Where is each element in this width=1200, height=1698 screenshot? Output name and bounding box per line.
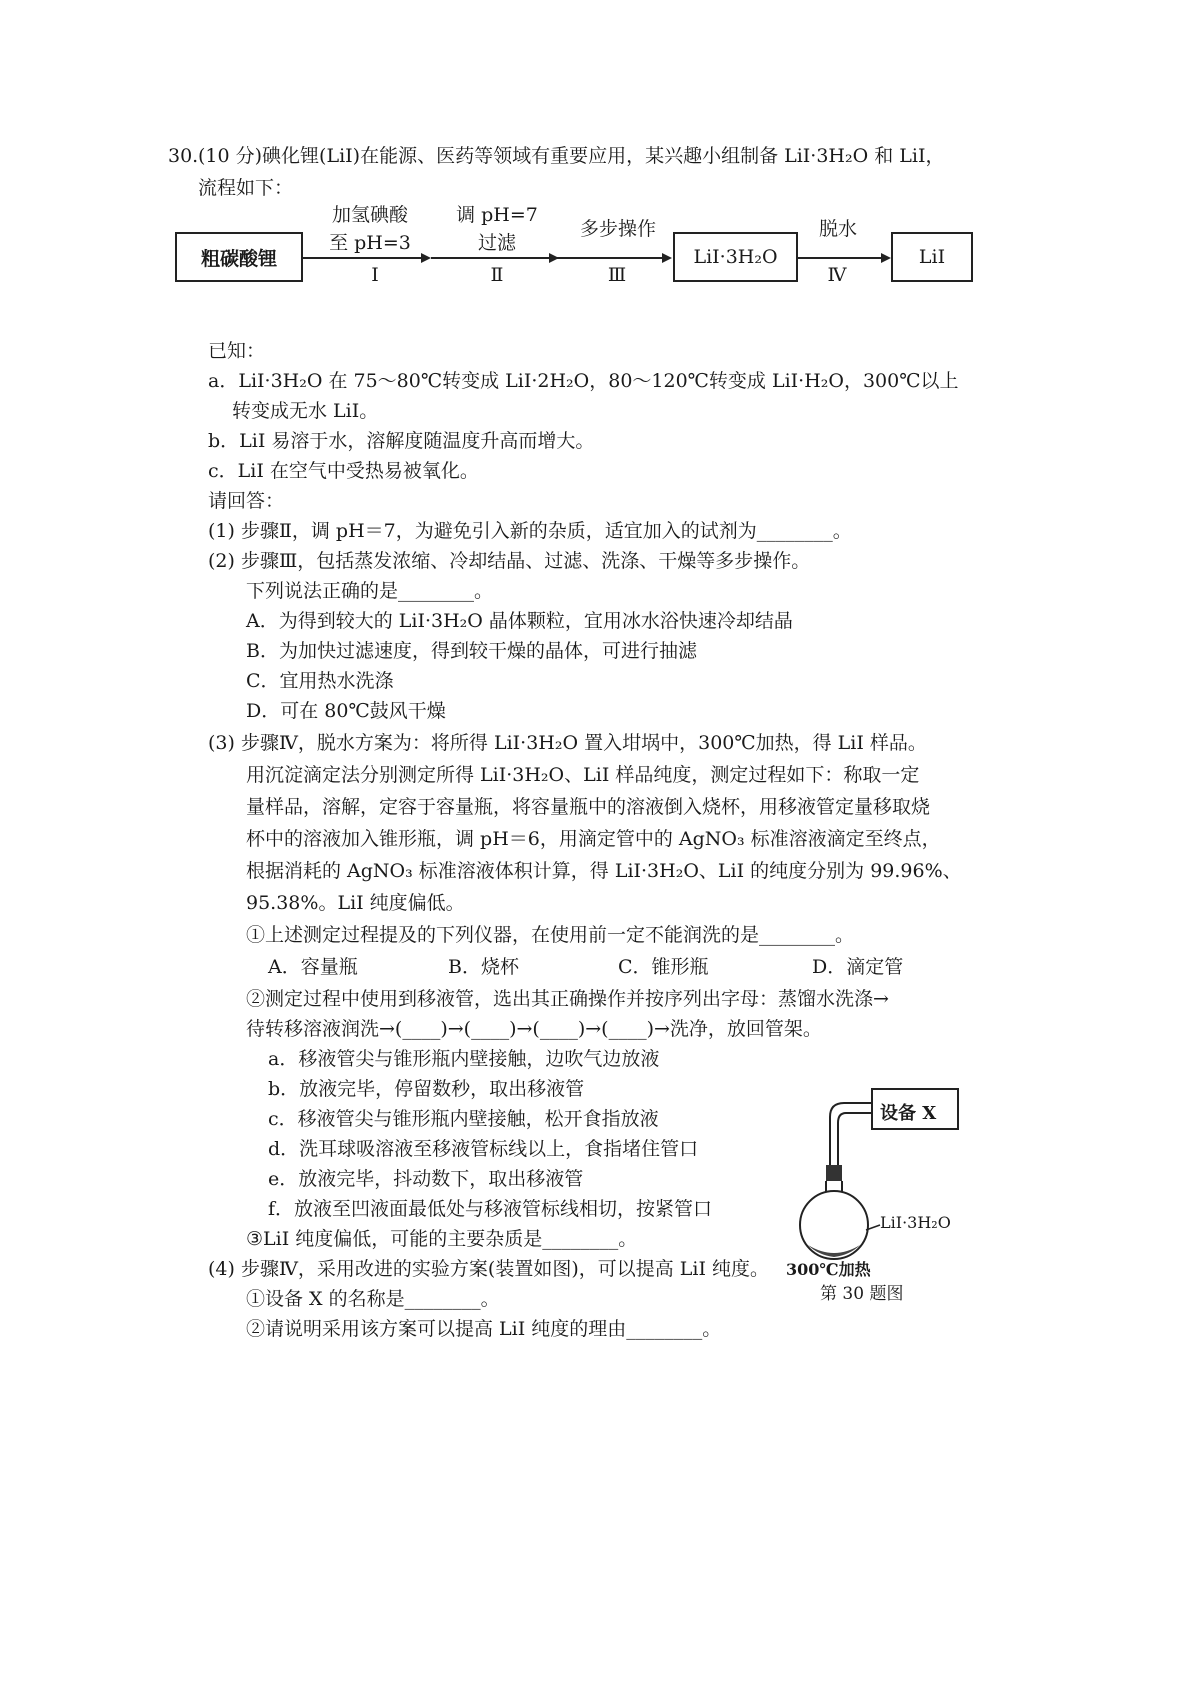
heat-label: 300℃加热: [786, 1260, 871, 1279]
q3-line6: 95.38%。LiI 纯度偏低。: [246, 892, 465, 914]
device-x-label: 设备 X: [880, 1103, 937, 1124]
arrow4-top-label: 脱水: [818, 218, 857, 240]
flow-box-mid: LiI·3H₂O: [673, 232, 798, 282]
arrow4-head-icon: [881, 253, 891, 263]
flow-box-end: LiI: [891, 232, 973, 282]
q3-sub1: ①上述测定过程提及的下列仪器，在使用前一定不能润洗的是________。: [246, 924, 855, 946]
tube-inner: [838, 1113, 872, 1165]
figure-caption: 第 30 题图: [820, 1284, 904, 1304]
q2-line1: (2) 步骤Ⅲ，包括蒸发浓缩、冷却结晶、过滤、洗涤、干燥等多步操作。: [208, 550, 811, 572]
prompt: 请回答：: [208, 490, 285, 512]
q2-option-c: C．宜用热水洗涤: [246, 670, 394, 692]
flow-box-start: 粗碳酸锂: [175, 232, 303, 282]
q3-sub2-line1: ②测定过程中使用到移液管，选出其正确操作并按序列出字母：蒸馏水洗涤→: [246, 988, 889, 1010]
q3-line5: 根据消耗的 AgNO₃ 标准溶液体积计算，得 LiI·3H₂O、LiI 的纯度分别为 99.96%、: [246, 860, 962, 882]
known-b: b．LiI 易溶于水，溶解度随温度升高而增大。: [208, 430, 595, 452]
known-a-line2: 转变成无水 LiI。: [232, 400, 379, 422]
q3-step-c: c．移液管尖与锥形瓶内壁接触，松开食指放液: [268, 1108, 659, 1130]
q2-option-d: D．可在 80℃鼓风干燥: [246, 700, 446, 722]
q3-step-e: e．放液完毕，抖动数下，取出移液管: [268, 1168, 584, 1190]
arrow4-step: Ⅳ: [827, 264, 847, 286]
arrow2-step: Ⅱ: [490, 264, 504, 286]
q3-sub2-line2: 待转移溶液润洗→(____)→(____)→(____)→(____)→洗净，放回管架。: [246, 1018, 822, 1040]
q3-line4: 杯中的溶液加入锥形瓶，调 pH＝6，用滴定管中的 AgNO₃ 标准溶液滴定至终点，: [246, 828, 941, 850]
process-flow-diagram: [175, 204, 1045, 310]
arrow3-head-icon: [662, 253, 672, 263]
q3-step-a: a．移液管尖与锥形瓶内壁接触，边吹气边放液: [268, 1048, 660, 1070]
q3-step-f: f．放液至凹液面最低处与移液管标线相切，按紧管口: [268, 1198, 713, 1220]
q3-sub3: ③LiI 纯度偏低，可能的主要杂质是________。: [246, 1228, 638, 1250]
q3-opt-a: A．容量瓶: [268, 956, 358, 978]
q3-line3: 量样品，溶解，定容于容量瓶，将容量瓶中的溶液倒入烧杯，用移液管定量移取烧: [246, 796, 931, 818]
question-number: 30.: [168, 145, 199, 167]
question-heading: [168, 140, 1048, 204]
question-intro-line2: 流程如下：: [198, 177, 294, 199]
q3-opt-c: C．锥形瓶: [618, 956, 709, 978]
arrow3-top-label: 多步操作: [579, 218, 656, 240]
arrow3-line: [553, 257, 663, 259]
known-heading: 已知：: [208, 340, 266, 362]
q3-opt-d: D．滴定管: [812, 956, 904, 978]
q3-opt-b: B．烧杯: [448, 956, 519, 978]
stopper: [826, 1165, 842, 1181]
q3-step-b: b．放液完毕，停留数秒，取出移液管: [268, 1078, 585, 1100]
arrow2-line: [431, 257, 549, 259]
arrow4-line: [798, 257, 881, 259]
q1: (1) 步骤Ⅱ，调 pH＝7，为避免引入新的杂质，适宜加入的试剂为________。: [208, 520, 852, 542]
arrow1-line: [303, 257, 421, 259]
q4-sub2: ②请说明采用该方案可以提高 LiI 纯度的理由________。: [246, 1318, 722, 1340]
apparatus-figure: [780, 1085, 960, 1304]
q2-option-b: B．为加快过滤速度，得到较干燥的晶体，可进行抽滤: [246, 640, 697, 662]
known-c: c．LiI 在空气中受热易被氧化。: [208, 460, 479, 482]
flask-bulb: [800, 1191, 868, 1259]
arrow2-top-label: 调 pH=7: [456, 204, 538, 226]
question-intro-line1: (10 分)碘化锂(LiI)在能源、医药等领域有重要应用，某兴趣小组制备 LiI·3H₂O 和 LiI，: [198, 145, 945, 167]
arrow1-head-icon: [421, 253, 431, 263]
q2-line2: 下列说法正确的是________。: [246, 580, 494, 602]
q3-line2: 用沉淀滴定法分别测定所得 LiI·3H₂O、LiI 样品纯度，测定过程如下：称取一定: [246, 764, 920, 786]
arrow1-step: Ⅰ: [371, 264, 379, 286]
known-a-line1: a．LiI·3H₂O 在 75～80℃转变成 LiI·2H₂O，80～120℃转变成 LiI·H₂O，300℃以上: [208, 370, 959, 392]
q3-step-d: d．洗耳球吸溶液至移液管标线以上，食指堵住管口: [268, 1138, 699, 1160]
arrow3-step: Ⅲ: [607, 264, 627, 286]
q3-line1: (3) 步骤Ⅳ，脱水方案为：将所得 LiI·3H₂O 置入坩埚中，300℃加热，得 LiI 样品。: [208, 732, 927, 754]
arrow1-top-label: 加氢碘酸: [331, 204, 408, 226]
q4-sub1: ①设备 X 的名称是________。: [246, 1288, 500, 1310]
q4-line1: (4) 步骤Ⅳ，采用改进的实验方案(装置如图)，可以提高 LiI 纯度。: [208, 1258, 770, 1280]
q2-option-a: A．为得到较大的 LiI·3H₂O 晶体颗粒，宜用冰水浴快速冷却结晶: [246, 610, 793, 632]
substance-label: LiI·3H₂O: [880, 1213, 951, 1232]
arrow2-bottom-label: 过滤: [477, 232, 516, 254]
arrow1-bottom-label: 至 pH=3: [329, 232, 411, 254]
